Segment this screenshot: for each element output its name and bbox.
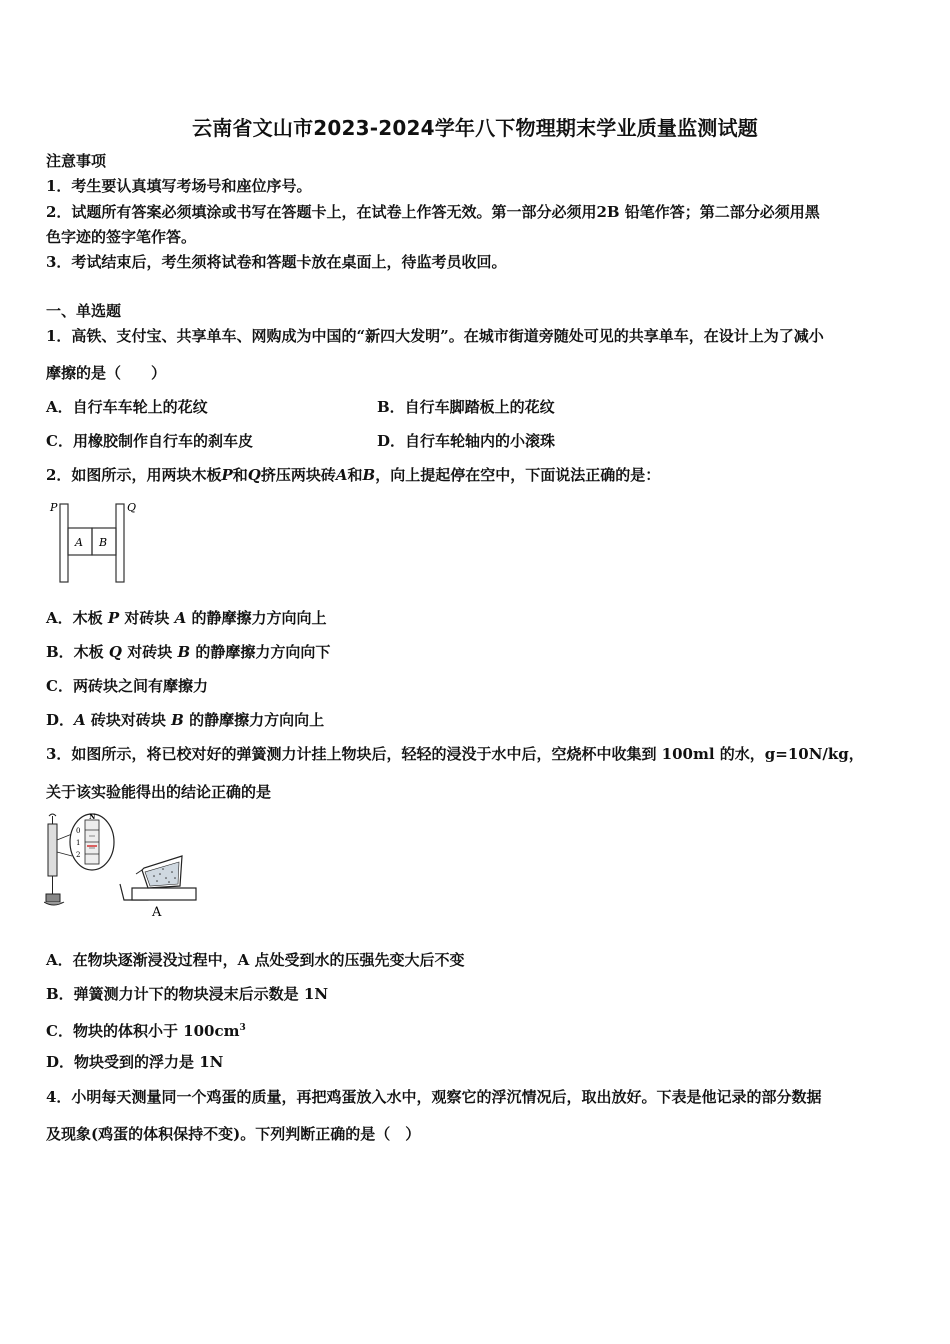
- dial-unit: N: [89, 812, 96, 821]
- q2-option-b[interactable]: B．木板 Q 对砖块 B 的静摩擦力方向向下: [46, 643, 331, 661]
- fig-label-b: B: [99, 536, 108, 549]
- q3-option-b[interactable]: B．弹簧测力计下的物块浸末后示数是 1N: [46, 985, 329, 1003]
- q3-stem-cont: 关于该实验能得出的结论正确的是: [46, 783, 272, 801]
- fig-label-point-a: A: [152, 905, 162, 920]
- q1-option-b[interactable]: B．自行车脚踏板上的花纹: [377, 398, 555, 416]
- q4-stem-cont: 及现象(鸡蛋的体积保持不变)。下列判断正确的是（ ）: [46, 1125, 421, 1143]
- q1-option-d[interactable]: D．自行车轮轴内的小滚珠: [377, 432, 556, 450]
- dial-mark-1: 1: [76, 839, 81, 847]
- dial-mark-2: 2: [76, 851, 81, 859]
- notice-item-2: 2．试题所有答案必须填涂或书写在答题卡上，在试卷上作答无效。第一部分必须用2B 铅笔作答；第二部分必须用黑: [46, 203, 820, 221]
- q3-option-a[interactable]: A．在物块逐渐浸没过程中，A 点处受到水的压强先变大后不变: [46, 951, 465, 969]
- notice-item-2-cont: 色字迹的签字笔作答。: [46, 228, 197, 246]
- fig-label-p: P: [50, 501, 58, 514]
- q2-option-d[interactable]: D．A 砖块对砖块 B 的静摩擦力方向向上: [46, 711, 325, 729]
- q2-option-c[interactable]: C．两砖块之间有摩擦力: [46, 677, 208, 695]
- q2-stem: 2．如图所示，用两块木板P和Q挤压两块砖A和B，向上提起停在空中，下面说法正确的是：: [46, 466, 661, 484]
- notice-item-3: 3．考试结束后，考生须将试卷和答题卡放在桌面上，待监考员收回。: [46, 253, 507, 271]
- q1-stem-cont: 摩擦的是（ ）: [46, 364, 167, 382]
- q3-stem: 3．如图所示，将已校对好的弹簧测力计挂上物块后，轻轻的浸没于水中后，空烧杯中收集到 100ml 的水，g=10N/kg，: [46, 745, 864, 763]
- page-title: 云南省文山市2023-2024学年八下物理期末学业质量监测试题: [192, 116, 758, 140]
- q3-figure: [44, 812, 204, 920]
- section-heading: 一、单选题: [46, 302, 122, 320]
- q1-option-c[interactable]: C．用橡胶制作自行车的刹车皮: [46, 432, 253, 450]
- fig-label-a: A: [75, 536, 83, 549]
- dial-mark-0: 0: [76, 827, 81, 835]
- q3-option-c[interactable]: C．物块的体积小于 $100cm^3$: [46, 1022, 246, 1040]
- q1-stem: 1．高铁、支付宝、共享单车、网购成为中国的“新四大发明”。在城市街道旁随处可见的共享单车，在设计上为了减小: [46, 327, 824, 345]
- fig-label-q: Q: [127, 501, 137, 514]
- q3-option-d[interactable]: D．物块受到的浮力是 1N: [46, 1053, 224, 1071]
- q2-figure: [46, 496, 146, 588]
- q1-option-a[interactable]: A．自行车车轮上的花纹: [46, 398, 208, 416]
- notice-item-1: 1．考生要认真填写考场号和座位序号。: [46, 177, 312, 195]
- q2-option-a[interactable]: A．木板 P 对砖块 A 的静摩擦力方向向上: [46, 609, 327, 627]
- q4-stem: 4．小明每天测量同一个鸡蛋的质量，再把鸡蛋放入水中，观察它的浮沉情况后，取出放好。下表是他记录的部分数据: [46, 1088, 822, 1106]
- notice-heading: 注意事项: [46, 152, 107, 170]
